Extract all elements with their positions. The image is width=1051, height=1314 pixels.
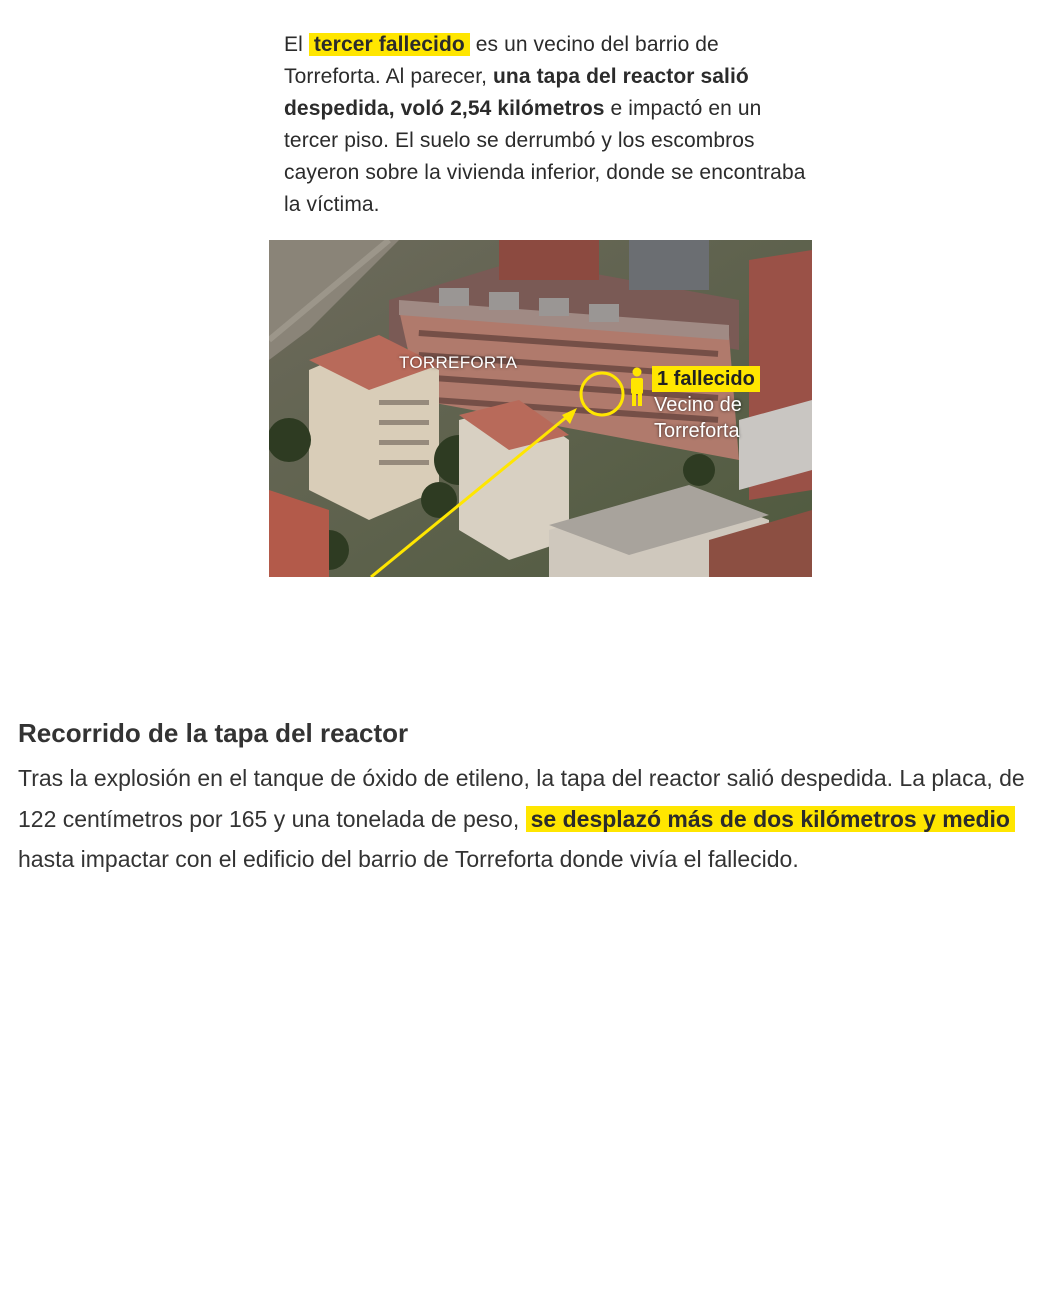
intro-text-2: es un vecino del barrio de Torreforta. Al parecer, bbox=[284, 33, 719, 88]
section-text-2: hasta impactar con el edificio del barrio de Torreforta donde vivía el fallecido. bbox=[18, 846, 799, 873]
section-body-paragraph bbox=[18, 758, 1033, 880]
victim-desc-line-2: Torreforta bbox=[654, 420, 740, 442]
section-title: Recorrido de la tapa del reactor bbox=[18, 718, 409, 748]
victim-desc-line-1: Vecino de bbox=[654, 394, 742, 416]
highlight-tercer-fallecido: tercer fallecido bbox=[309, 33, 470, 56]
intro-text-3: e impactó en un tercer piso. El suelo se derrumbó y los escombros cayeron sobre la vivienda inferior, donde se encontraba la víctima. bbox=[284, 97, 806, 216]
intro-paragraph bbox=[284, 29, 814, 221]
victim-description bbox=[654, 392, 742, 444]
aerial-photo-torreforta bbox=[269, 240, 812, 577]
intro-bold-text: una tapa del reactor salió despedida, voló 2,54 kilómetros bbox=[284, 65, 749, 120]
highlight-distance: se desplazó más de dos kilómetros y medio bbox=[526, 806, 1015, 832]
area-label-torreforta: TORREFORTA bbox=[399, 353, 518, 372]
section-text-1: Tras la explosión en el tanque de óxido de etileno, la tapa del reactor salió despedida. La placa, de 122 centímetros por 165 y una tonelada de peso, bbox=[18, 765, 1025, 832]
victim-count-badge: 1 fallecido bbox=[652, 366, 760, 392]
intro-text-1: El bbox=[284, 33, 303, 56]
